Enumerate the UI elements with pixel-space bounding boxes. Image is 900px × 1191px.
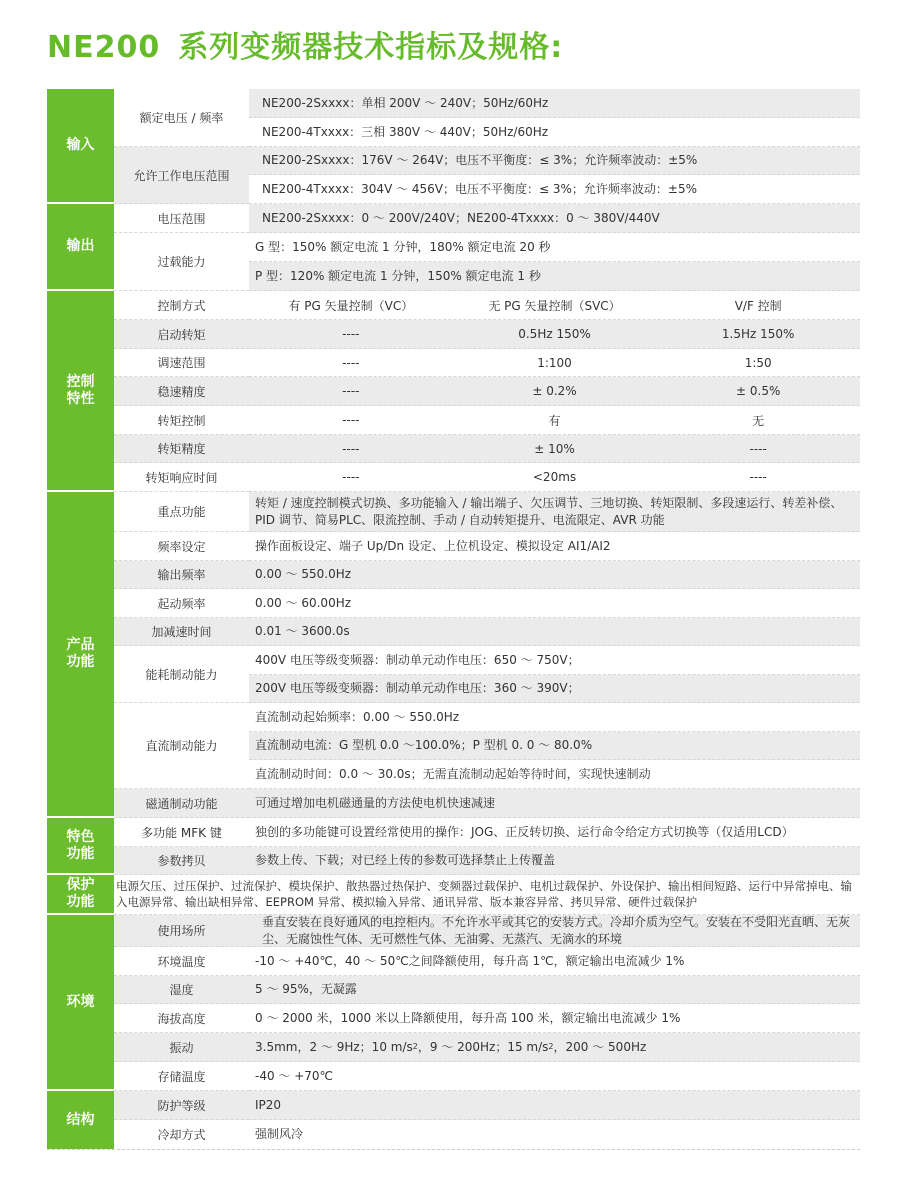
section-function: 产品 功能 [47, 492, 114, 818]
value-param-copy: 参数上传、下载；对已经上传的参数可选择禁止上传覆盖 [249, 847, 860, 875]
section-protection: 保护 功能 [47, 875, 114, 915]
section-input: 输入 [47, 89, 114, 204]
value-overload-1: G 型：150% 额定电流 1 分钟，180% 额定电流 20 秒 [249, 233, 860, 262]
title-model: NE200 [47, 30, 161, 65]
cell-vf: ± 0.5% [736, 384, 781, 398]
page-title [47, 22, 563, 66]
label-voltage-range: 允许工作电压范围 [114, 147, 249, 204]
value-brake-1: 400V 电压等级变频器：制动单元动作电压：650 ～ 750V； [249, 646, 860, 675]
label-dc-brake: 直流制动能力 [114, 703, 249, 789]
vibration-part-b: ，9 ～ 200Hz；15 m/s [417, 1039, 549, 1054]
label-humidity: 湿度 [114, 976, 249, 1004]
spec-table [47, 89, 860, 1150]
value-rated-voltage-1: NE200-2Sxxxx：单相 200V ～ 240V；50Hz/60Hz [249, 89, 860, 118]
label-cooling: 冷却方式 [157, 1128, 206, 1142]
value-accel-time: 0.01 ～ 3600.0s [249, 618, 860, 646]
value-site: 垂直安装在良好通风的电控柜内。不允许水平或其它的安装方式。冷却介质为空气。安装在不受阳光直晒、无灰尘、无腐蚀性气体、无可燃性气体、无油雾、无蒸汽、无滴水的环境 [249, 915, 860, 947]
value-dc-brake-1: 直流制动起始频率：0.00 ～ 550.0Hz [249, 703, 860, 732]
value-key-functions: 转矩 / 速度控制模式切换、多功能输入 / 输出端子、欠压调节、三地切换、转矩限制、多段速运行、转差补偿、PID 调节、简易PLC、限流控制、手动 / 自动转矩提升、电流限定、AVR 功能 [249, 492, 860, 532]
section-control: 控制 特性 [47, 291, 114, 492]
cell-svc: 无 PG 矢量控制（SVC） [488, 298, 621, 313]
label-rated-voltage: 额定电压 / 频率 [114, 89, 249, 147]
label-torque-control: 转矩控制 [114, 406, 249, 435]
section-environment: 环境 [47, 915, 114, 1091]
row-start-torque [249, 320, 860, 349]
label-start-torque: 启动转矩 [114, 320, 249, 349]
value-start-freq: 0.00 ～ 60.00Hz [249, 589, 860, 618]
cell-vc: ---- [342, 441, 360, 456]
label-speed-range: 调速范围 [114, 349, 249, 377]
cell-svc: 有 [548, 413, 561, 428]
label-vibration: 振动 [114, 1033, 249, 1062]
row-speed-range [249, 349, 860, 377]
label-key-functions: 重点功能 [114, 492, 249, 532]
cell-svc: <20ms [532, 470, 577, 484]
cell-vf: 1.5Hz 150% [721, 327, 795, 341]
label-temperature: 环境温度 [114, 947, 249, 976]
value-vibration [249, 1033, 860, 1062]
title-text: 系列变频器技术指标及规格: [178, 30, 564, 65]
label-start-freq: 起动频率 [114, 589, 249, 618]
value-output-freq: 0.00 ～ 550.0Hz [249, 561, 860, 589]
label-site: 使用场所 [114, 915, 249, 947]
vibration-part-c: ，200 ～ 500Hz [553, 1039, 647, 1054]
label-overload: 过载能力 [114, 233, 249, 291]
cell-vf: V/F 控制 [734, 298, 782, 313]
value-protection: 电源欠压、过压保护、过流保护、模块保护、散热器过热保护、变频器过载保护、电机过载保护、外设保护、输出相间短路、运行中异常掉电、输入电源异常、输出缺相异常、EEPROM 异常、模拟输入异常、通讯异常、版本兼容异常、拷贝异常、硬件过载保护 [114, 875, 860, 915]
label-storage-temp: 存储温度 [114, 1062, 249, 1091]
label-protection-level: 防护等级 [114, 1091, 249, 1120]
value-protection-level: IP20 [249, 1091, 860, 1120]
cell-svc: ± 0.2% [532, 384, 577, 398]
value-overload-2: P 型：120% 额定电流 1 分钟，150% 额定电流 1 秒 [249, 262, 860, 291]
value-brake-2: 200V 电压等级变频器：制动单元动作电压：360 ～ 390V； [249, 675, 860, 703]
value-rated-voltage-2: NE200-4Txxxx：三相 380V ～ 440V；50Hz/60Hz [249, 118, 860, 147]
label-accel-time: 加减速时间 [114, 618, 249, 646]
value-dc-brake-2: 直流制动电流：G 型机 0.0 ～100.0%；P 型机 0. 0 ～ 80.0% [249, 732, 860, 760]
section-structure: 结构 [47, 1091, 114, 1149]
label-torque-response: 转矩响应时间 [114, 463, 249, 492]
value-humidity: 5 ～ 95%，无凝露 [249, 976, 860, 1004]
cell-vf: ---- [749, 441, 767, 456]
label-torque-accuracy: 转矩精度 [114, 435, 249, 463]
cell-vc: ---- [342, 327, 360, 341]
row-control-mode [249, 291, 860, 320]
value-freq-setting: 操作面板设定、端子 Up/Dn 设定、上位机设定、模拟设定 AI1/AI2 [249, 532, 860, 561]
value-temperature: -10 ～ +40℃，40 ～ 50℃之间降额使用，每升高 1℃，额定输出电流减少 1% [249, 947, 860, 976]
value-voltage-range-1: NE200-2Sxxxx：176V ～ 264V；电压不平衡度：≤ 3%；允许频率波动：±5% [249, 147, 860, 175]
cell-vc: ---- [342, 470, 360, 484]
label-param-copy: 参数拷贝 [114, 847, 249, 875]
label-control-mode: 控制方式 [114, 291, 249, 320]
cell-vc: 有 PG 矢量控制（VC） [288, 298, 414, 313]
cell-svc: 1:100 [537, 355, 572, 370]
section-output: 输出 [47, 204, 114, 291]
vibration-sup-2: 2 [548, 1041, 554, 1051]
value-storage-temp: -40 ～ +70℃ [249, 1062, 860, 1091]
cell-vc: ---- [342, 384, 360, 398]
value-cooling: 强制风冷 [255, 1127, 304, 1142]
label-output-voltage: 电压范围 [114, 204, 249, 233]
label-mfk: 多功能 MFK 键 [114, 818, 249, 847]
row-torque-accuracy [249, 435, 860, 463]
value-output-voltage: NE200-2Sxxxx：0 ～ 200V/240V；NE200-4Txxxx：0 ～ 380V/440V [249, 204, 860, 233]
value-altitude: 0 ～ 2000 米，1000 米以上降额使用，每升高 100 米，额定输出电流减少 1% [249, 1004, 860, 1033]
cell-svc: ± 10% [534, 441, 575, 456]
section-feature: 特色 功能 [47, 818, 114, 875]
label-output-freq: 输出频率 [114, 561, 249, 589]
label-altitude: 海拔高度 [114, 1004, 249, 1033]
cell-vf: 无 [752, 413, 765, 428]
cell-vc: ---- [342, 413, 360, 427]
value-voltage-range-2: NE200-4Txxxx：304V ～ 456V；电压不平衡度：≤ 3%；允许频率波动：±5% [249, 175, 860, 204]
value-dc-brake-3: 直流制动时间：0.0 ～ 30.0s；无需直流制动起始等待时间，实现快速制动 [249, 760, 860, 789]
vibration-sup-1: 2 [412, 1041, 418, 1051]
label-freq-setting: 频率设定 [114, 532, 249, 561]
label-flux-brake: 磁通制动功能 [114, 789, 249, 818]
vibration-part-a: 3.5mm，2 ～ 9Hz；10 m/s [255, 1039, 413, 1054]
cell-vf: 1:50 [744, 355, 772, 370]
cell-vf: ---- [749, 470, 767, 484]
row-torque-response [249, 463, 860, 492]
cell-vc: ---- [342, 355, 360, 370]
label-speed-accuracy: 稳速精度 [114, 377, 249, 406]
row-torque-control [249, 406, 860, 435]
label-brake: 能耗制动能力 [114, 646, 249, 703]
cell-svc: 0.5Hz 150% [518, 327, 591, 341]
row-speed-accuracy [249, 377, 860, 406]
value-flux-brake: 可通过增加电机磁通量的方法使电机快速减速 [249, 789, 860, 818]
value-mfk: 独创的多功能键可设置经常使用的操作：JOG、正反转切换、运行命令给定方式切换等（仅适用LCD） [249, 818, 860, 847]
